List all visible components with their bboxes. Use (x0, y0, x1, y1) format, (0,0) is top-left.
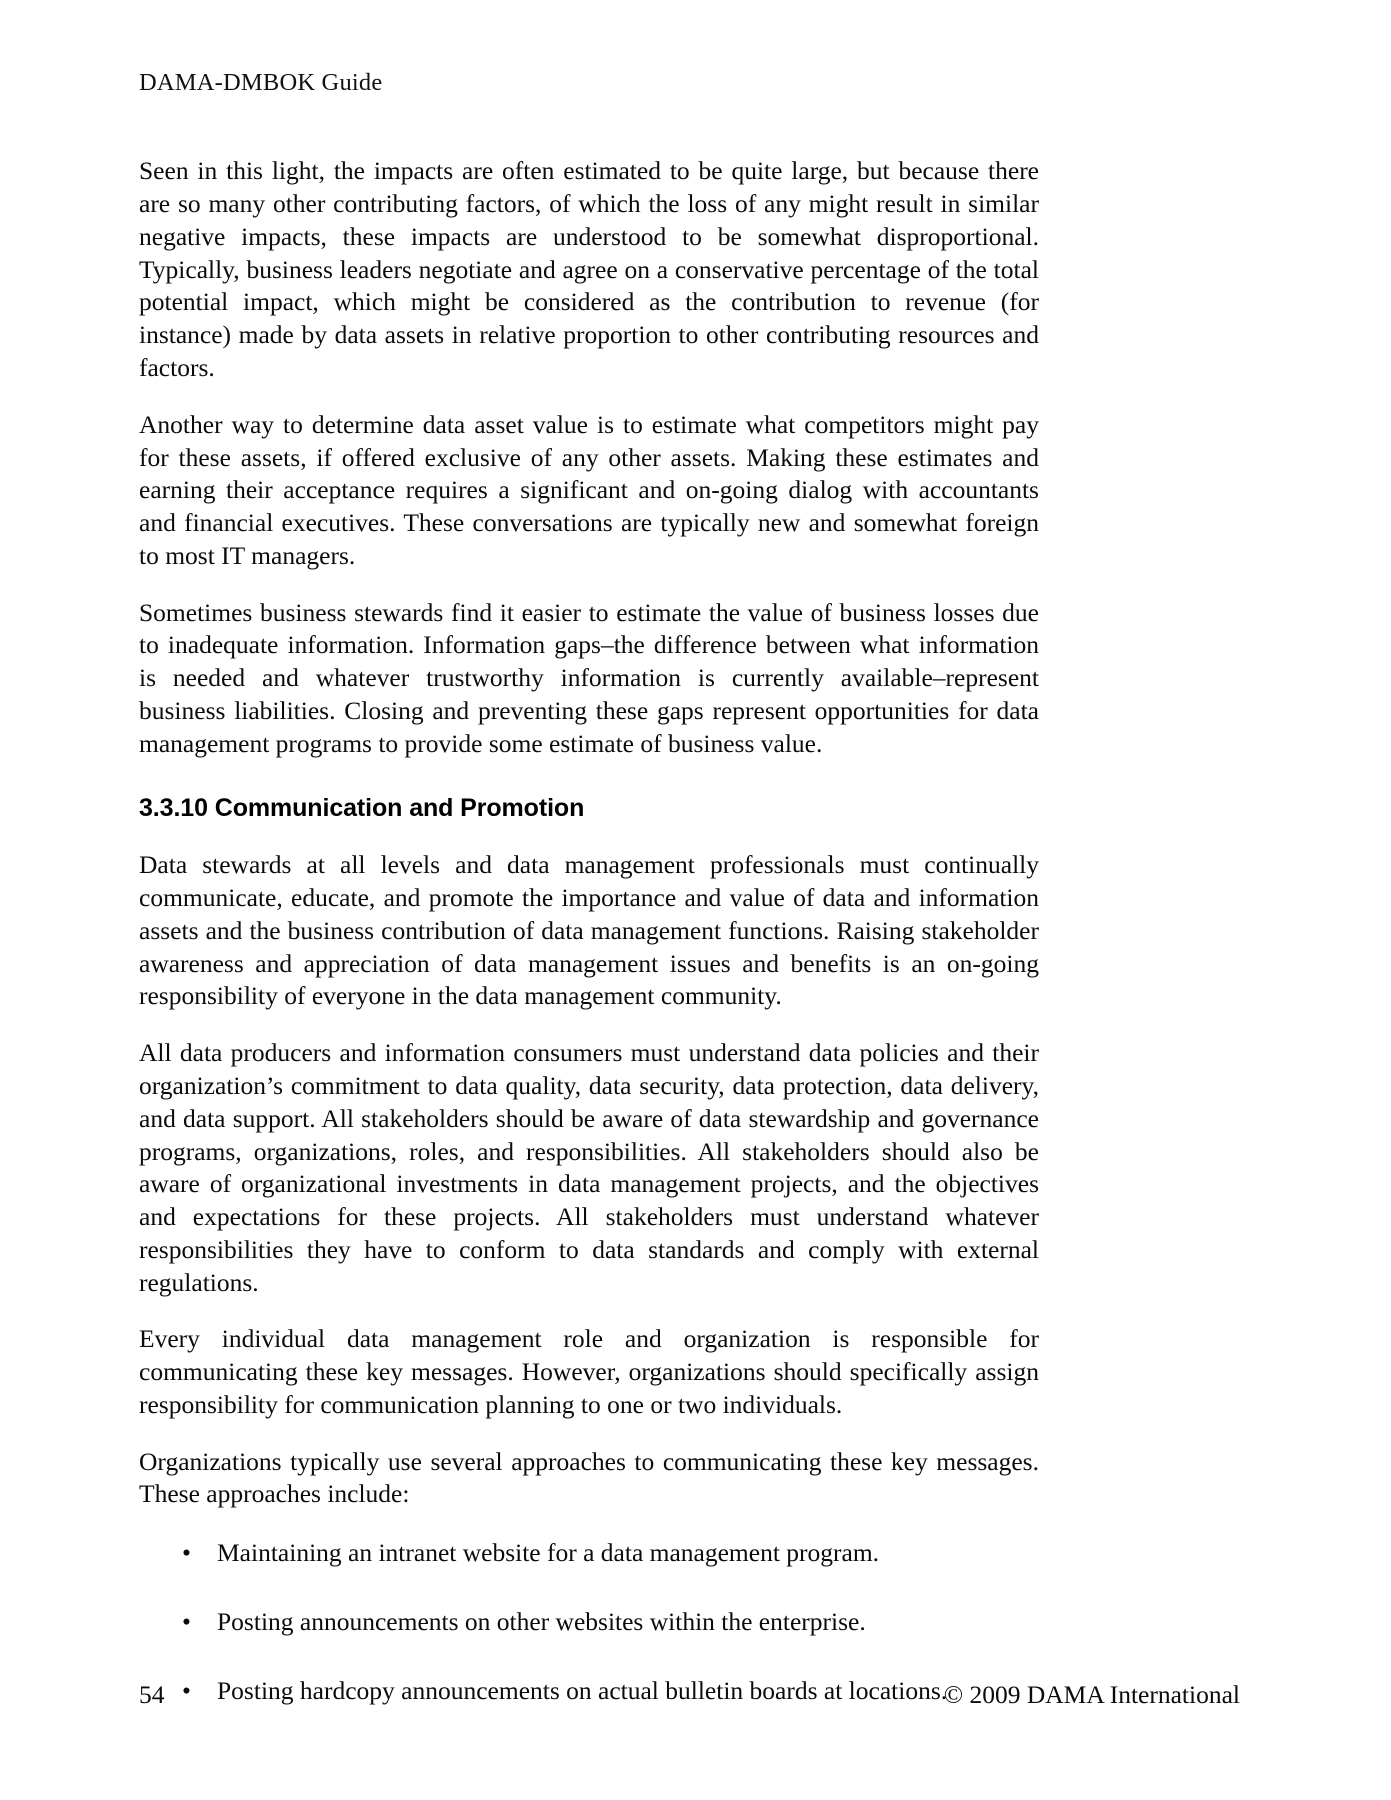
section-heading: 3.3.10 Communication and Promotion (139, 794, 585, 823)
paragraph: Sometimes business stewards find it easier to estimate the value of business losses due to inadequate information. Information gaps–the difference between what information is needed and whatever trustworthy information is currently available–represent business liabilities. Closing and preventing these gaps represent opportunities for data management programs to provide some estimate of business value. (139, 597, 1039, 758)
list-item-label: Posting hardcopy announcements on actual bulletin boards at locations. (217, 1675, 948, 1705)
running-head: DAMA-DMBOK Guide (139, 69, 383, 96)
page-footer (139, 1680, 1252, 1800)
paragraph: Organizations typically use several approaches to communicating these key messages. These approaches include: (139, 1446, 1039, 1509)
paragraph: All data producers and information consumers must understand data policies and their organization’s commitment to data quality, data security, data protection, data delivery, and data support. All stakeholders should be aware of data stewardship and governance programs, organizations, roles, and responsibilities. All stakeholders should also be aware of organizational investments in data management projects, and the objectives and expectations for these projects. All stakeholders must understand whatever responsibilities they have to conform to data standards and comply with external regulations. (139, 1038, 1039, 1297)
bullet-icon: • (182, 1538, 191, 1568)
body-text-block (139, 155, 1039, 1707)
page-number: 54 (139, 1680, 165, 1709)
list-item (139, 1537, 1039, 1570)
list-item (139, 1606, 1039, 1639)
paragraph: Seen in this light, the impacts are often estimated to be quite large, but because there are so many other contributing factors, of which the loss of any might result in similar negative impacts, these impacts are understood to be somewhat disproportional. Typically, business leaders negotiate and agree on a conservative percentage of the total potential impact, which might be considered as the contribution to revenue (for instance) made by data assets in relative proportion to other contributing resources and factors. (139, 156, 1039, 382)
paragraph: Another way to determine data asset value is to estimate what competitors might pay for these assets, if offered exclusive of any other assets. Making these estimates and earning their acceptance requires a significant and on-going dialog with accountants and financial executives. These conversations are typically new and somewhat foreign to most IT managers. (139, 409, 1039, 570)
list-item-label: Posting announcements on other websites within the enterprise. (217, 1606, 866, 1636)
copyright-notice: © 2009 DAMA International (943, 1680, 1240, 1709)
paragraph: Data stewards at all levels and data management professionals must continually communicate, educate, and promote the importance and value of data and information assets and the business contribution of data management functions. Raising stakeholder awareness and appreciation of data management issues and benefits is an on-going responsibility of everyone in the data management community. (139, 850, 1039, 1011)
bullet-icon: • (182, 1675, 191, 1705)
page-content (139, 0, 1039, 1707)
paragraph: Every individual data management role and organization is responsible for communicating these key messages. However, organizations should specifically assign responsibility for communication planning to one or two individuals. (139, 1324, 1039, 1419)
bullet-icon: • (182, 1606, 191, 1636)
list-item-label: Maintaining an intranet website for a data management program. (217, 1538, 880, 1568)
